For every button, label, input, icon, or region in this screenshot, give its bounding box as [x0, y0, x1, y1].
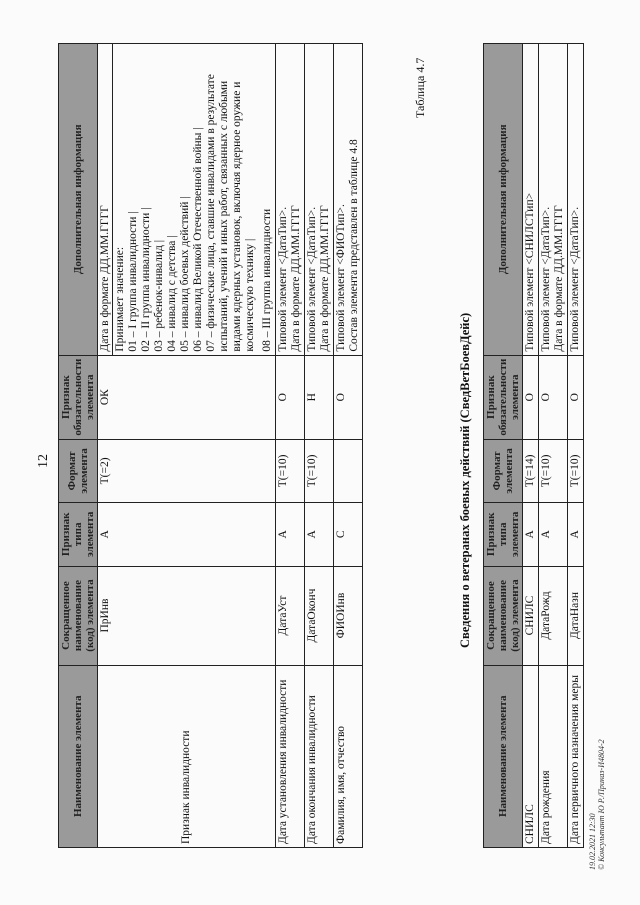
table-row: [98, 44, 276, 848]
cell-format: [334, 439, 363, 502]
table-invalidity: [58, 43, 363, 848]
info-line: Состав элемента представлен в таблице 4.8: [348, 139, 360, 352]
cell-type: А: [568, 503, 584, 566]
cell-code: ФИОИнв: [334, 566, 363, 665]
cell-required-text: ОК: [99, 389, 111, 406]
cell-name: СНИЛС: [523, 665, 539, 847]
cell-type: А: [276, 503, 305, 566]
info-line: 07 – физические лица, ставшие инвалидами в результате испытаний, учений и иных работ, связанных с любыми видами ядерных установок, включая ядерное оружие и космическую технику |: [205, 74, 256, 352]
info-line: Типовой элемент <ДатаТип>.: [569, 206, 581, 352]
header-element-code: Сокращенное наименование (код) элемента: [484, 566, 523, 665]
cell-code: СНИЛС: [523, 566, 539, 665]
header-element-required: Признак обязательности элемента: [484, 355, 523, 439]
cell-required: О: [568, 355, 584, 439]
header-element-name: Наименование элемента: [59, 665, 98, 847]
info-line: 03 – ребенок-инвалид |: [153, 239, 165, 352]
table-row: [334, 44, 363, 848]
rotated-content: [18, 33, 608, 878]
info-line: Дата в формате ДД.ММ.ГГГГ: [99, 44, 113, 355]
cell-code: ДатаНазн: [568, 566, 584, 665]
cell-name: Дата рождения: [539, 665, 568, 847]
cell-info: [276, 44, 305, 356]
info-line: Дата в формате ДД.ММ.ГГГГ: [319, 205, 331, 352]
cell-name: Фамилия, имя, отчество: [334, 665, 363, 847]
header-element-format: Формат элемента: [484, 439, 523, 502]
header-element-format: Формат элемента: [59, 439, 98, 502]
page-number: 12: [36, 454, 51, 468]
cell-required: [98, 355, 276, 439]
header-element-code: Сокращенное наименование (код) элемента: [59, 566, 98, 665]
cell-type: А: [305, 503, 334, 566]
cell-required: О: [276, 355, 305, 439]
cell-info: [98, 44, 276, 356]
cell-format: Т(=10): [305, 439, 334, 502]
cell-required: О: [334, 355, 363, 439]
header-additional-info: Дополнительная информация: [484, 44, 523, 356]
cell-format: [98, 439, 276, 502]
cell-type: А: [539, 503, 568, 566]
table-row: [276, 44, 305, 848]
info-line: Дата в формате ДД.ММ.ГГГГ: [553, 205, 565, 352]
info-line: 05 – инвалид боевых действий |: [179, 196, 191, 352]
cell-code-text: ПрИнв: [99, 598, 111, 633]
cell-type-text: А: [99, 530, 111, 539]
header-additional-info: Дополнительная информация: [59, 44, 98, 356]
cell-name: Дата первичного назначения меры: [568, 665, 584, 847]
cell-info: [334, 44, 363, 356]
footer-date: 19.02.2021 12:30: [588, 813, 597, 870]
info-line: Типовой элемент <ДатаТип>.: [277, 206, 289, 352]
cell-info: [523, 44, 539, 356]
table-veterans: [483, 43, 584, 848]
table-caption: Сведения о ветеранах боевых действий (СведВетБоевДейс): [458, 312, 472, 648]
cell-info: [539, 44, 568, 356]
table-row: [539, 44, 568, 848]
info-line: 06 – инвалид Великой Отечественной войны |: [192, 127, 204, 352]
table-row: [568, 44, 584, 848]
cell-type: С: [334, 503, 363, 566]
cell-name-text: Признак инвалидности: [180, 730, 192, 844]
cell-info: [305, 44, 334, 356]
cell-info: [568, 44, 584, 356]
cell-code: [98, 566, 276, 665]
info-line: 02 – II группа инвалидности |: [140, 207, 152, 352]
cell-required: О: [539, 355, 568, 439]
cell-name: Дата установления инвалидности: [276, 665, 305, 847]
cell-required: О: [523, 355, 539, 439]
footer-source: © Консультант Ю Р./Приказ-И4804-2: [597, 739, 606, 870]
cell-name: [98, 665, 276, 847]
header-element-type: Признак типа элемента: [484, 503, 523, 566]
cell-format-text: Т(=2): [99, 457, 111, 485]
cell-required: Н: [305, 355, 334, 439]
table-row: [305, 44, 334, 848]
cell-name: Дата окончания инвалидности: [305, 665, 334, 847]
cell-format: Т(=10): [568, 439, 584, 502]
info-line: Типовой элемент <СНИЛСТип>: [524, 192, 536, 352]
cell-format: Т(=14): [523, 439, 539, 502]
info-line: Типовой элемент <ДатаТип>.: [306, 206, 318, 352]
header-element-name: Наименование элемента: [484, 665, 523, 847]
cell-type: [98, 503, 276, 566]
table-row: [523, 44, 539, 848]
cell-type: А: [523, 503, 539, 566]
info-line: Дата в формате ДД.ММ.ГГГГ: [290, 205, 302, 352]
table-header-row: [59, 44, 98, 848]
info-line: 04 – инвалид с детства |: [166, 235, 178, 352]
header-element-type: Признак типа элемента: [59, 503, 98, 566]
cell-format: Т(=10): [276, 439, 305, 502]
info-line: Принимает значение:: [114, 246, 126, 352]
footer-note: [588, 739, 606, 870]
info-line: 01 – I группа инвалидности |: [127, 211, 139, 352]
table-label: Таблица 4.7: [413, 57, 427, 118]
header-element-required: Признак обязательности элемента: [59, 355, 98, 439]
cell-code: ДатаУст: [276, 566, 305, 665]
cell-format: Т(=10): [539, 439, 568, 502]
cell-code: ДатаОконч: [305, 566, 334, 665]
info-line: Типовой элемент <ФИОТип>.: [335, 204, 347, 352]
cell-code: ДатаРожд: [539, 566, 568, 665]
info-line: Типовой элемент <ДатаТип>.: [540, 206, 552, 352]
table-header-row: [484, 44, 523, 848]
info-line: 08 – III группа инвалидности: [261, 208, 273, 352]
